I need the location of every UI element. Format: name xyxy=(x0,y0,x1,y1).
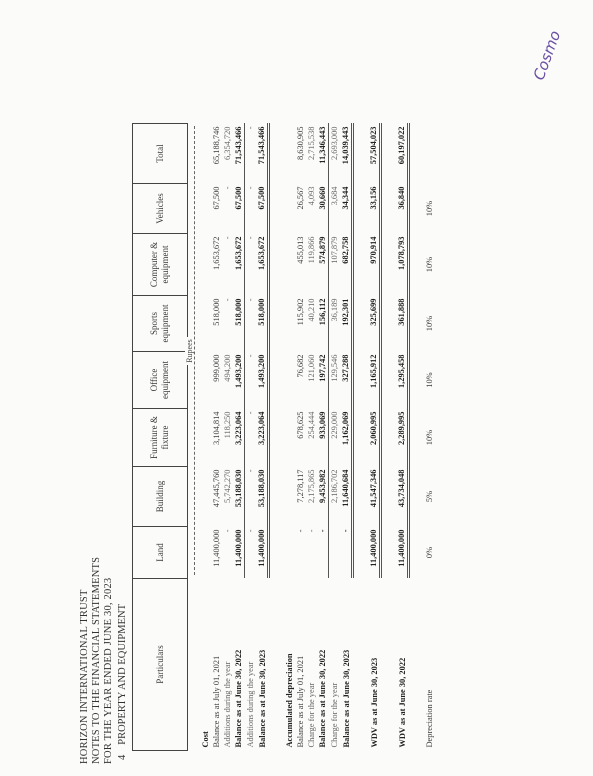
cell-value: 107,879 xyxy=(330,236,339,264)
cell-value: 14,039,443 xyxy=(340,124,353,184)
cell-value: 10% xyxy=(425,372,434,388)
cell-value: - xyxy=(246,186,255,190)
cell-value: 57,504,023 xyxy=(368,124,381,184)
row-label: Accumulated depreciation xyxy=(285,653,294,748)
table-row xyxy=(306,124,317,751)
cell-value: 65,188,746 xyxy=(212,126,221,165)
table-row xyxy=(233,124,245,751)
cell-value: 254,444 xyxy=(307,411,316,439)
cell-value: 2,060,995 xyxy=(368,409,381,467)
cell-value: 9,453,982 xyxy=(317,467,329,527)
cell-value: 10% xyxy=(425,429,434,446)
row-label: Cost xyxy=(201,731,210,748)
table-row xyxy=(211,124,222,751)
cell-value: 3,223,064 xyxy=(256,409,269,467)
cell-value: 10% xyxy=(425,200,434,217)
row-label: Balance as at July 01, 2021 xyxy=(212,655,221,748)
cell-value: 33,156 xyxy=(368,184,381,234)
column-header: Office equipment xyxy=(133,352,188,409)
cell-value: - xyxy=(223,236,232,240)
cell-value xyxy=(284,124,295,184)
cell-value xyxy=(424,124,435,184)
section-title: PROPERTY AND EQUIPMENT xyxy=(117,604,128,745)
cell-value: 60,197,022 xyxy=(396,124,409,184)
cell-value: 3,104,814 xyxy=(212,411,221,445)
cell-value: 119,866 xyxy=(307,236,316,264)
cell-value: - xyxy=(246,236,255,240)
cell-value: 455,013 xyxy=(296,236,305,264)
cell-value: 518,000 xyxy=(233,296,245,352)
cell-value xyxy=(284,352,295,409)
cell-value: - xyxy=(307,529,316,533)
section-heading xyxy=(117,594,128,760)
cell-value: 518,000 xyxy=(212,298,221,326)
cell-value: - xyxy=(296,529,305,533)
column-header: Particulars xyxy=(133,579,188,751)
cell-value: 121,060 xyxy=(307,354,316,382)
cell-value: 7,278,117 xyxy=(296,469,305,503)
cell-value: 5,742,270 xyxy=(223,469,232,503)
company-name: HORIZON INTERNATIONAL TRUST xyxy=(79,589,90,764)
spacer-row xyxy=(381,124,397,751)
cell-value: 11,400,000 xyxy=(256,527,269,579)
cell-value: 3,684 xyxy=(330,186,339,206)
cell-value: 118,250 xyxy=(223,411,232,439)
cell-value: 10% xyxy=(425,256,434,273)
cell-value: 11,400,000 xyxy=(212,529,221,567)
section-number: 4 xyxy=(117,754,128,760)
cell-value xyxy=(329,527,341,579)
row-label: Balance as at June 30, 2022 xyxy=(234,649,244,748)
row-label: Balance as at June 30, 2023 xyxy=(341,649,351,748)
cell-value: 67,500 xyxy=(233,184,245,234)
currency-row xyxy=(188,124,201,751)
row-label: Balance as at July 01, 2021 xyxy=(296,655,305,748)
table-row xyxy=(317,124,329,751)
cell-value: 47,445,760 xyxy=(212,469,221,508)
column-header: Sports equipment xyxy=(133,296,188,352)
cell-value: 2,186,702 xyxy=(330,469,339,503)
cell-value: 53,188,030 xyxy=(233,467,245,527)
cell-value: 4,093 xyxy=(307,186,316,206)
cell-value: - xyxy=(246,469,255,473)
cell-value xyxy=(200,124,211,184)
row-label: WDV as at June 30, 2023 xyxy=(369,657,379,748)
column-header: Total xyxy=(133,124,188,184)
column-header: Furniture & fixture xyxy=(133,409,188,467)
cell-value: 933,069 xyxy=(317,409,329,467)
column-header: Building xyxy=(133,467,188,527)
column-header: Computer & equipment xyxy=(133,234,188,296)
cell-value: 518,000 xyxy=(256,296,269,352)
cell-value: - xyxy=(246,411,255,415)
cell-value: 2,175,865 xyxy=(307,469,316,503)
row-label: Additions during the year xyxy=(223,661,232,748)
row-label: Charge for the year xyxy=(329,682,339,748)
column-header-row xyxy=(133,124,188,751)
cell-value xyxy=(200,467,211,527)
cell-value: 3,223,064 xyxy=(233,409,245,467)
cell-value: 970,914 xyxy=(368,234,381,296)
spacer-row xyxy=(409,124,425,751)
cell-value: 34,344 xyxy=(340,184,353,234)
currency-label: Rupees xyxy=(185,339,194,363)
table-row xyxy=(424,124,435,751)
cell-value: 11,400,000 xyxy=(233,527,245,579)
cell-value: 325,699 xyxy=(368,296,381,352)
cell-value: 53,188,030 xyxy=(256,467,269,527)
cell-value xyxy=(284,467,295,527)
cell-value: 574,879 xyxy=(317,234,329,296)
cell-value: 678,625 xyxy=(296,411,305,439)
cell-value xyxy=(284,409,295,467)
cell-value: 36,840 xyxy=(396,184,409,234)
table-row xyxy=(295,124,306,751)
cell-value xyxy=(284,184,295,234)
cell-value xyxy=(284,527,295,579)
cell-value: 67,500 xyxy=(212,186,221,210)
cell-value: 10% xyxy=(425,315,434,332)
cell-value: 192,301 xyxy=(340,296,353,352)
table-row xyxy=(284,124,295,751)
cell-value xyxy=(284,296,295,352)
cell-value: 1,653,672 xyxy=(212,236,221,270)
cell-value: 327,288 xyxy=(340,352,353,409)
cell-value: 11,346,443 xyxy=(317,124,329,184)
cell-value: 129,546 xyxy=(330,354,339,382)
cell-value: 156,112 xyxy=(317,296,329,352)
cell-value xyxy=(200,184,211,234)
table-row xyxy=(396,124,409,751)
cell-value: 76,682 xyxy=(296,354,305,378)
cell-value: 1,165,912 xyxy=(368,352,381,409)
cell-value: 5% xyxy=(425,490,434,503)
spacer-row xyxy=(353,124,369,751)
cell-value: 30,660 xyxy=(317,184,329,234)
cell-value: 1,295,458 xyxy=(396,352,409,409)
cell-value: - xyxy=(246,126,255,130)
period-title: FOR THE YEAR ENDED JUNE 30, 2023 xyxy=(103,577,114,764)
cell-value xyxy=(200,234,211,296)
table-row xyxy=(222,124,233,751)
row-label: WDV as at June 30, 2022 xyxy=(397,657,407,748)
cell-value: 43,734,048 xyxy=(396,467,409,527)
row-label: Balance as at June 30, 2023 xyxy=(257,649,267,748)
cell-value: - xyxy=(223,298,232,302)
table-row xyxy=(200,124,211,751)
cell-value: 682,758 xyxy=(340,234,353,296)
cell-value: - xyxy=(223,529,232,533)
cell-value: 1,653,672 xyxy=(233,234,245,296)
cell-value: 67,500 xyxy=(256,184,269,234)
table-body xyxy=(185,124,436,751)
cell-value: 1,493,200 xyxy=(256,352,269,409)
cell-value: 197,742 xyxy=(317,352,329,409)
cell-value: 71,543,466 xyxy=(256,124,269,184)
cell-value: 115,902 xyxy=(296,298,305,326)
cell-value: 6,354,720 xyxy=(223,126,232,160)
cell-value xyxy=(284,234,295,296)
cell-value: 40,210 xyxy=(307,298,316,322)
column-header: Vehicles xyxy=(133,184,188,234)
column-header: Land xyxy=(133,527,188,579)
cell-value: 494,200 xyxy=(223,354,232,382)
row-label: Balance as at June 30, 2022 xyxy=(318,649,328,748)
row-label: Charge for the year xyxy=(307,682,316,748)
cell-value: 1,653,672 xyxy=(256,234,269,296)
cell-value: 26,567 xyxy=(296,186,305,210)
cell-value: 2,693,000 xyxy=(330,126,339,160)
cell-value: 229,000 xyxy=(330,411,339,439)
table-row xyxy=(245,124,257,751)
row-label: Depreciation rate xyxy=(425,689,434,748)
cell-value: 36,189 xyxy=(330,298,339,322)
cell-value: - xyxy=(223,186,232,190)
handwritten-signature: Cosmo xyxy=(529,28,565,83)
cell-value: - xyxy=(246,354,255,358)
cell-value: 0% xyxy=(425,546,434,559)
cell-value: 1,078,793 xyxy=(396,234,409,296)
cell-value: 11,400,000 xyxy=(368,527,381,579)
cell-value: - xyxy=(246,529,255,533)
spacer-row xyxy=(269,124,285,751)
cell-value: 2,289,995 xyxy=(396,409,409,467)
cell-value: 1,162,069 xyxy=(340,409,353,467)
row-label: Additions during the year xyxy=(245,661,255,748)
cell-value: 71,543,466 xyxy=(233,124,245,184)
document-title: NOTES TO THE FINANCIAL STATEMENTS xyxy=(91,556,102,764)
table-row xyxy=(340,124,353,751)
cell-value: 999,000 xyxy=(212,354,221,382)
cell-value xyxy=(200,409,211,467)
cell-value: 11,400,000 xyxy=(396,527,409,579)
cell-value: 1,493,200 xyxy=(233,352,245,409)
cell-value: 2,715,538 xyxy=(307,126,316,160)
cell-value: 8,630,905 xyxy=(296,126,305,160)
table-row xyxy=(368,124,381,751)
table-row xyxy=(256,124,269,751)
cell-value xyxy=(200,352,211,409)
cell-value: 361,888 xyxy=(396,296,409,352)
cell-value: - xyxy=(340,527,353,579)
cell-value: - xyxy=(317,527,329,579)
cell-value: 41,547,346 xyxy=(368,467,381,527)
cell-value xyxy=(200,296,211,352)
property-equipment-table xyxy=(132,123,435,751)
cell-value: - xyxy=(246,298,255,302)
cell-value xyxy=(200,527,211,579)
cell-value: 11,640,684 xyxy=(340,467,353,527)
table-row xyxy=(329,124,341,751)
